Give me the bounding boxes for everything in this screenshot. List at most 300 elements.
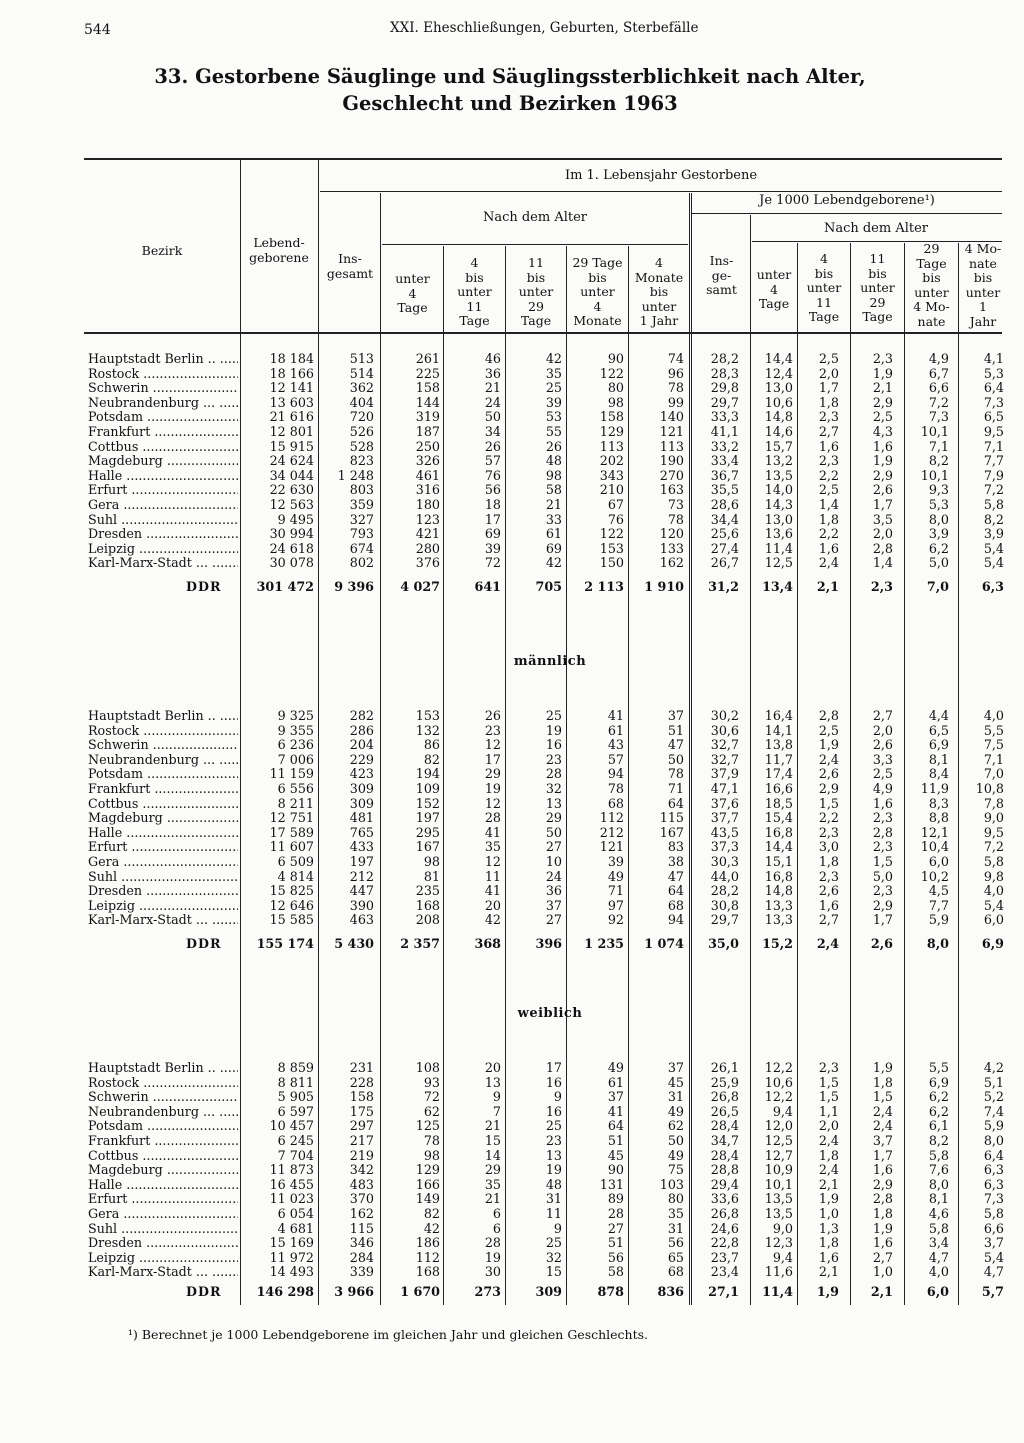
table-cell: 1,8 <box>818 1235 839 1251</box>
table-cell: 5,8 <box>928 1147 949 1163</box>
table-cell: 82 <box>423 751 440 767</box>
table-cell: 36,7 <box>710 467 739 483</box>
table-cell: 13,5 <box>764 1206 793 1221</box>
table-cell: 23,7 <box>710 1249 739 1265</box>
table-cell: 2,4 <box>816 936 839 951</box>
table-cell: 261 <box>415 351 440 366</box>
table-cell: 9,0 <box>983 810 1004 826</box>
table-cell: 2,7 <box>818 424 839 439</box>
table-cell: 15 <box>545 1264 562 1280</box>
table-cell: 1,9 <box>816 1284 839 1299</box>
table-cell: 9 <box>553 1089 562 1105</box>
bezirk-name: Schwerin ..... <box>88 381 238 396</box>
table-cell: 8,3 <box>928 795 949 811</box>
table-cell: 48 <box>545 453 562 469</box>
table-cell: 26 <box>484 708 501 723</box>
table-cell: 48 <box>545 1176 562 1192</box>
bezirk-name: Rostock ..... <box>88 724 238 739</box>
table-cell: 5,8 <box>983 497 1004 512</box>
table-cell: 57 <box>484 453 501 469</box>
table-cell: 2,5 <box>872 409 893 425</box>
table-cell: 2,5 <box>818 482 839 498</box>
table-cell: 20 <box>484 897 501 913</box>
table-cell: 33,2 <box>710 438 739 454</box>
bezirk-name: Cottbus ..... <box>88 440 238 455</box>
table-cell: 7,3 <box>983 394 1004 410</box>
group-header-gestorbene: Im 1. Lebensjahr Gestorbene <box>564 168 758 183</box>
table-cell: 5,5 <box>928 1060 949 1075</box>
table-cell: 29,7 <box>710 912 739 928</box>
table-cell: 45 <box>607 1147 624 1163</box>
table-cell: 21 <box>545 497 562 512</box>
table-cell: 4,7 <box>928 1249 949 1265</box>
table-cell: 1,6 <box>872 1235 893 1251</box>
table-cell: 3,9 <box>928 526 949 542</box>
table-cell: 368 <box>474 936 501 951</box>
table-cell: 19 <box>484 781 501 796</box>
bezirk-name: Halle ..... <box>88 1178 238 1193</box>
table-cell: 6,2 <box>928 540 949 556</box>
table-cell: 5,4 <box>983 897 1004 913</box>
table-cell: 29,7 <box>710 394 739 410</box>
table-cell: 163 <box>659 482 684 498</box>
table-cell: 28,8 <box>710 1162 739 1178</box>
table-cell: 26,8 <box>710 1206 739 1221</box>
table-cell: 447 <box>349 883 374 899</box>
table-cell: 168 <box>415 1264 440 1280</box>
table-cell: 83 <box>667 839 684 855</box>
table-cell: 49 <box>607 1060 624 1075</box>
table-cell: 8,4 <box>928 766 949 782</box>
table-cell: 17 <box>545 1060 562 1075</box>
table-cell: 13,5 <box>764 1191 793 1207</box>
table-cell: 6 509 <box>277 854 314 869</box>
bezirk-name: Cottbus ..... <box>88 797 238 812</box>
table-cell: 39 <box>607 854 624 869</box>
table-cell: 8 859 <box>277 1060 314 1075</box>
table-cell: 37,9 <box>710 766 739 782</box>
table-cell: 190 <box>659 453 684 469</box>
table-cell: 11 <box>545 1206 562 1221</box>
table-cell: 47,1 <box>710 781 739 796</box>
table-row <box>0 527 1024 542</box>
table-cell: 1,7 <box>872 912 893 928</box>
table-cell: 5,9 <box>983 1118 1004 1134</box>
bezirk-name: Magdeburg ..... <box>88 454 238 469</box>
bezirk-name: Dresden ..... <box>88 1236 238 1251</box>
table-cell: 23 <box>545 1133 562 1148</box>
table-cell: 98 <box>423 1147 440 1163</box>
table-cell: 68 <box>607 795 624 811</box>
table-cell: 19 <box>545 722 562 738</box>
table-cell: 6,3 <box>983 1162 1004 1178</box>
table-cell: 219 <box>349 1147 374 1163</box>
table-cell: 2,4 <box>818 1133 839 1148</box>
bezirk-name: Karl-Marx-Stadt ... ..... <box>88 913 238 928</box>
table-cell: 56 <box>484 482 501 498</box>
table-cell: 3 966 <box>334 1284 374 1299</box>
table-title: 33. Gestorbene Säuglinge und Säuglingssterblichkeit nach Alter, Geschlecht und Bezirken 1963 <box>154 65 866 115</box>
table-cell: 2,1 <box>818 1176 839 1192</box>
table-cell: 9,4 <box>772 1103 793 1119</box>
table-cell: 8,2 <box>928 453 949 469</box>
table-cell: 9 495 <box>277 511 314 527</box>
table-cell: 2,9 <box>872 1176 893 1192</box>
table-cell: 46 <box>484 351 501 366</box>
table-cell: 49 <box>667 1147 684 1163</box>
table-cell: 92 <box>607 912 624 928</box>
table-cell: 41 <box>484 824 501 840</box>
table-cell: 2,6 <box>872 482 893 498</box>
table-cell: 513 <box>349 351 374 366</box>
table-row <box>0 410 1024 425</box>
table-cell: 140 <box>659 409 684 425</box>
table-cell: 42 <box>545 555 562 571</box>
table-cell: 229 <box>349 751 374 767</box>
table-cell: 33 <box>545 511 562 527</box>
table-cell: 803 <box>349 482 374 498</box>
bezirk-name: Suhl ..... <box>88 870 238 885</box>
table-cell: 1,9 <box>872 453 893 469</box>
table-cell: 404 <box>349 394 374 410</box>
table-cell: 33,3 <box>710 409 739 425</box>
col-header-abs-4-11: 4 bis unter 11 Tage <box>457 255 492 328</box>
table-cell: 1,8 <box>818 511 839 527</box>
table-cell: 30,2 <box>710 708 739 723</box>
table-cell: 342 <box>349 1162 374 1178</box>
table-cell: 68 <box>667 1264 684 1280</box>
table-cell: 167 <box>415 839 440 855</box>
table-cell: 1,8 <box>818 394 839 410</box>
table-cell: 12,1 <box>920 824 949 840</box>
table-cell: 7,3 <box>983 1191 1004 1207</box>
table-cell: 37,3 <box>710 839 739 855</box>
table-cell: 27 <box>545 839 562 855</box>
table-cell: 39 <box>545 394 562 410</box>
table-cell: 836 <box>657 1284 684 1299</box>
table-cell: 41,1 <box>710 424 739 439</box>
table-cell: 9,5 <box>983 824 1004 840</box>
table-cell: 6,9 <box>928 737 949 753</box>
table-cell: 5,3 <box>983 365 1004 381</box>
table-cell: 11,4 <box>764 540 793 556</box>
table-row <box>0 440 1024 455</box>
table-cell: 2,8 <box>872 1191 893 1207</box>
table-cell: 4,6 <box>928 1206 949 1221</box>
table-cell: 132 <box>415 722 440 738</box>
table-cell: 197 <box>415 810 440 826</box>
table-cell: 481 <box>349 810 374 826</box>
bezirk-name: Gera ..... <box>88 855 238 870</box>
table-cell: 2,0 <box>818 365 839 381</box>
bezirk-name: Frankfurt ..... <box>88 782 238 797</box>
table-cell: 32,7 <box>710 737 739 753</box>
table-cell: 13,0 <box>764 511 793 527</box>
table-cell: 4,2 <box>983 1060 1004 1075</box>
table-cell: 121 <box>599 839 624 855</box>
table-cell: 5 430 <box>334 936 374 951</box>
col-header-rate-4-11: 4 bis unter 11 Tage <box>806 251 842 324</box>
table-row <box>0 1119 1024 1134</box>
table-cell: 3,9 <box>983 526 1004 542</box>
table-cell: 35 <box>484 1176 501 1192</box>
table-cell: 57 <box>607 751 624 767</box>
table-cell: 26,1 <box>710 1060 739 1075</box>
table-cell: 123 <box>415 511 440 527</box>
table-cell: 180 <box>415 497 440 512</box>
table-cell: 6,9 <box>928 1074 949 1090</box>
table-cell: 34,4 <box>710 511 739 527</box>
table-cell: 5,8 <box>928 1220 949 1236</box>
table-cell: 10,1 <box>920 467 949 483</box>
table-cell: 61 <box>545 526 562 542</box>
table-cell: 152 <box>415 795 440 811</box>
table-row <box>0 855 1024 870</box>
table-cell: 10,1 <box>920 424 949 439</box>
table-cell: 15 169 <box>269 1235 314 1251</box>
bezirk-name: Schwerin ..... <box>88 1090 238 1105</box>
table-cell: 26,5 <box>710 1103 739 1119</box>
table-cell: 131 <box>599 1176 624 1192</box>
col-header-abs-29-4m: 29 Tage bis unter 4 Monate <box>572 255 623 328</box>
table-cell: 78 <box>607 781 624 796</box>
table-cell: 15 <box>484 1133 501 1148</box>
group-rule-alter-abs <box>382 244 688 245</box>
bezirk-name: DDR <box>186 1285 222 1299</box>
table-cell: 9 <box>492 1089 501 1105</box>
table-cell: 9,3 <box>928 482 949 498</box>
table-row <box>0 811 1024 826</box>
bezirk-name: Neubrandenburg ... ..... <box>88 753 238 768</box>
table-cell: 6 054 <box>277 1206 314 1221</box>
table-cell: 720 <box>349 409 374 425</box>
table-cell: 14,4 <box>764 351 793 366</box>
table-cell: 282 <box>349 708 374 723</box>
table-row <box>0 1207 1024 1222</box>
table-cell: 17 589 <box>269 824 314 840</box>
table-cell: 27 <box>545 912 562 928</box>
table-cell: 6,0 <box>926 1284 949 1299</box>
table-cell: 14,6 <box>764 424 793 439</box>
table-cell: 362 <box>349 380 374 396</box>
table-cell: 113 <box>659 438 684 454</box>
table-cell: 25 <box>545 1235 562 1251</box>
table-cell: 2,0 <box>818 1118 839 1134</box>
table-cell: 1,6 <box>872 1162 893 1178</box>
group-header-je1000: Je 1000 Lebendgeborene¹) <box>759 193 935 208</box>
table-cell: 93 <box>423 1074 440 1090</box>
table-cell: 16,4 <box>764 708 793 723</box>
table-row <box>0 381 1024 396</box>
table-cell: 1,6 <box>818 897 839 913</box>
table-cell: 2,3 <box>818 824 839 840</box>
table-cell: 167 <box>659 824 684 840</box>
table-cell: 33,4 <box>710 453 739 469</box>
table-cell: 5,4 <box>983 540 1004 556</box>
table-cell: 78 <box>423 1133 440 1148</box>
bezirk-name: Magdeburg ..... <box>88 1163 238 1178</box>
table-cell: 26 <box>545 438 562 454</box>
table-row <box>0 1236 1024 1251</box>
table-cell: 8 811 <box>277 1074 314 1090</box>
table-cell: 80 <box>667 1191 684 1207</box>
table-cell: 97 <box>607 897 624 913</box>
table-cell: 25 <box>545 1118 562 1134</box>
table-cell: 2,7 <box>872 708 893 723</box>
table-cell: 4 814 <box>277 868 314 884</box>
table-cell: 72 <box>423 1089 440 1105</box>
table-cell: 514 <box>349 365 374 381</box>
table-row <box>0 1265 1024 1280</box>
table-cell: 370 <box>349 1191 374 1207</box>
table-cell: 7,9 <box>983 467 1004 483</box>
table-cell: 765 <box>349 824 374 840</box>
table-cell: 12 646 <box>269 897 314 913</box>
table-cell: 35,5 <box>710 482 739 498</box>
table-cell: 204 <box>349 737 374 753</box>
table-cell: 343 <box>599 467 624 483</box>
table-cell: 7,6 <box>928 1162 949 1178</box>
table-cell: 6,4 <box>983 380 1004 396</box>
table-cell: 7,2 <box>928 394 949 410</box>
table-cell: 168 <box>415 897 440 913</box>
table-cell: 9,4 <box>772 1249 793 1265</box>
table-cell: 50 <box>667 1133 684 1148</box>
table-cell: 396 <box>535 936 562 951</box>
table-cell: 4,5 <box>928 883 949 899</box>
table-cell: 71 <box>667 781 684 796</box>
table-cell: 11,9 <box>920 781 949 796</box>
table-cell: 37 <box>667 708 684 723</box>
table-cell: 14,8 <box>764 409 793 425</box>
table-cell: 36 <box>545 883 562 899</box>
table-cell: 5 905 <box>277 1089 314 1105</box>
table-row <box>0 724 1024 739</box>
table-cell: 433 <box>349 839 374 855</box>
table-cell: 25 <box>545 380 562 396</box>
table-cell: 1,8 <box>818 1147 839 1163</box>
table-cell: 210 <box>599 482 624 498</box>
table-cell: 150 <box>599 555 624 571</box>
table-cell: 301 472 <box>256 579 314 594</box>
table-cell: 5,8 <box>983 1206 1004 1221</box>
table-cell: 2 113 <box>584 579 624 594</box>
table-cell: 2,3 <box>818 1060 839 1075</box>
table-cell: 7 006 <box>277 751 314 767</box>
table-cell: 129 <box>599 424 624 439</box>
table-cell: 18,5 <box>764 795 793 811</box>
col-header-rate-11-29: 11 bis unter 29 Tage <box>860 251 895 324</box>
table-cell: 228 <box>349 1074 374 1090</box>
table-cell: 2,3 <box>818 409 839 425</box>
table-cell: 11 159 <box>269 766 314 782</box>
table-cell: 30 994 <box>269 526 314 542</box>
table-cell: 115 <box>659 810 684 826</box>
table-cell: 1 248 <box>337 467 374 483</box>
table-cell: 35 <box>545 365 562 381</box>
header-bottom-rule <box>84 332 1002 334</box>
table-cell: 6,3 <box>983 1176 1004 1192</box>
table-cell: 56 <box>607 1249 624 1265</box>
table-cell: 13,0 <box>764 380 793 396</box>
table-cell: 78 <box>667 511 684 527</box>
table-cell: 1,6 <box>872 438 893 454</box>
table-cell: 25,6 <box>710 526 739 542</box>
table-cell: 6,0 <box>928 854 949 869</box>
table-cell: 2,3 <box>870 579 893 594</box>
table-cell: 37,6 <box>710 795 739 811</box>
table-cell: 1,4 <box>872 555 893 571</box>
table-cell: 6,7 <box>928 365 949 381</box>
table-cell: 11 873 <box>269 1162 314 1178</box>
table-cell: 17 <box>484 751 501 767</box>
table-cell: 32,7 <box>710 751 739 767</box>
footnote: ¹) Berechnet je 1000 Lebendgeborene im gleichen Jahr und gleichen Geschlechts. <box>128 1327 649 1342</box>
table-cell: 21 <box>484 1191 501 1207</box>
table-cell: 86 <box>423 737 440 753</box>
table-cell: 7,3 <box>928 409 949 425</box>
table-cell: 2,1 <box>816 579 839 594</box>
table-cell: 58 <box>545 482 562 498</box>
table-cell: 2,3 <box>872 810 893 826</box>
table-cell: 2,2 <box>818 810 839 826</box>
table-cell: 346 <box>349 1235 374 1251</box>
table-cell: 2,6 <box>870 936 893 951</box>
table-cell: 175 <box>349 1103 374 1119</box>
page-number: 544 <box>84 22 111 38</box>
table-cell: 4,9 <box>872 781 893 796</box>
table-cell: 68 <box>667 897 684 913</box>
col-header-lebendgeborene: Lebend- geborene <box>249 235 309 265</box>
table-cell: 1 235 <box>584 936 624 951</box>
table-cell: 1,6 <box>872 795 893 811</box>
table-cell: 42 <box>545 351 562 366</box>
table-cell: 162 <box>349 1206 374 1221</box>
table-cell: 14,0 <box>764 482 793 498</box>
table-cell: 12 <box>484 795 501 811</box>
table-cell: 250 <box>415 438 440 454</box>
table-cell: 47 <box>667 868 684 884</box>
table-cell: 6,3 <box>981 579 1004 594</box>
table-cell: 5,2 <box>983 1089 1004 1105</box>
table-cell: 30,3 <box>710 854 739 869</box>
table-cell: 2,5 <box>818 722 839 738</box>
table-cell: 273 <box>474 1284 501 1299</box>
table-row <box>0 483 1024 498</box>
table-cell: 47 <box>667 737 684 753</box>
table-cell: 37,7 <box>710 810 739 826</box>
table-row <box>0 1178 1024 1193</box>
col-header-abs-11-29: 11 bis unter 29 Tage <box>518 255 554 328</box>
table-cell: 5,4 <box>983 555 1004 571</box>
table-cell: 4 027 <box>400 579 440 594</box>
table-cell: 3,5 <box>872 511 893 527</box>
table-cell: 25,9 <box>710 1074 739 1090</box>
table-cell: 12 <box>484 854 501 869</box>
table-cell: 11,7 <box>764 751 793 767</box>
table-cell: 4,0 <box>983 883 1004 899</box>
table-cell: 6 597 <box>277 1103 314 1119</box>
table-cell: 7,2 <box>983 482 1004 498</box>
table-cell: 2,1 <box>870 1284 893 1299</box>
table-cell: 2,1 <box>872 380 893 396</box>
table-cell: 12 <box>484 737 501 753</box>
table-cell: 4,4 <box>928 708 949 723</box>
table-cell: 41 <box>607 708 624 723</box>
bezirk-name: DDR <box>186 580 222 594</box>
bezirk-name: Hauptstadt Berlin .. ..... <box>88 352 238 367</box>
table-cell: 31 <box>545 1191 562 1207</box>
